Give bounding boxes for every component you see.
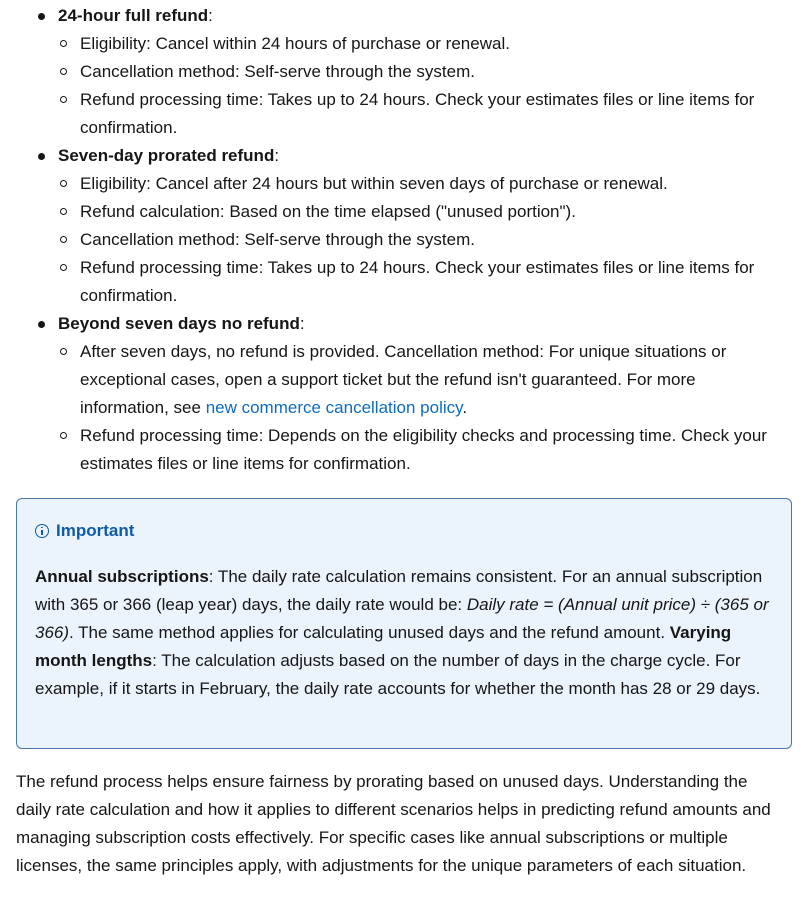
section-title: Beyond seven days no refund bbox=[58, 314, 300, 333]
sub-list bbox=[58, 338, 801, 478]
list-item bbox=[58, 58, 786, 86]
circle-bullet-icon bbox=[60, 236, 67, 243]
formula: Daily rate = (Annual unit price) ÷ (365 or 366) bbox=[35, 595, 769, 642]
list-item bbox=[58, 30, 786, 58]
list-item-no-refund bbox=[0, 310, 801, 478]
list-item-24-hour-refund bbox=[0, 2, 801, 142]
list-item bbox=[58, 226, 786, 254]
circle-bullet-icon bbox=[60, 264, 67, 271]
item-text: Refund processing time: Depends on the eligibility checks and processing time. Check your estimates files or line items for confirmation. bbox=[80, 426, 767, 473]
list-item bbox=[58, 170, 786, 198]
circle-bullet-icon bbox=[60, 40, 67, 47]
item-text: Eligibility: Cancel after 24 hours but within seven days of purchase or renewal. bbox=[80, 174, 668, 193]
list-item bbox=[58, 86, 786, 142]
circle-bullet-icon bbox=[60, 348, 67, 355]
refund-policy-list bbox=[0, 2, 801, 478]
sub-list bbox=[58, 170, 801, 310]
section-title: 24-hour full refund bbox=[58, 6, 209, 25]
item-text: Cancellation method: Self-serve through the system. bbox=[80, 62, 475, 81]
circle-bullet-icon bbox=[60, 432, 67, 439]
list-item bbox=[58, 254, 786, 310]
sub-list bbox=[58, 30, 801, 142]
colon: : bbox=[299, 314, 305, 333]
list-item bbox=[58, 198, 786, 226]
section-title: Seven-day prorated refund bbox=[58, 146, 275, 165]
colon: : bbox=[274, 146, 280, 165]
item-text: Refund processing time: Takes up to 24 hours. Check your estimates files or line items for confirmation. bbox=[80, 258, 755, 305]
list-item-seven-day-refund bbox=[0, 142, 801, 310]
circle-bullet-icon bbox=[60, 68, 67, 75]
item-text: After seven days, no refund is provided. Cancellation method: For unique situations or exceptional cases, open a support ticket but the refund isn't guaranteed. For more information, see bbox=[80, 342, 727, 417]
item-text: Cancellation method: Self-serve through the system. bbox=[80, 230, 475, 249]
item-text: Eligibility: Cancel within 24 hours of purchase or renewal. bbox=[80, 34, 510, 53]
alert-title: Important bbox=[56, 521, 135, 540]
alert-body bbox=[35, 563, 775, 703]
item-text-end: . bbox=[462, 398, 468, 417]
alert-header bbox=[35, 517, 773, 545]
bullet-icon bbox=[38, 13, 45, 20]
list-item bbox=[58, 422, 786, 478]
item-text: Refund calculation: Based on the time elapsed ("unused portion"). bbox=[80, 202, 576, 221]
circle-bullet-icon bbox=[60, 208, 67, 215]
circle-bullet-icon bbox=[60, 180, 67, 187]
important-alert bbox=[16, 498, 792, 749]
varying-label: Varying month lengths bbox=[35, 623, 732, 670]
closing-paragraph: The refund process helps ensure fairness by prorating based on unused days. Understanding the daily rate calculation and how it applies to different scenarios helps in predicting refund amounts and managing subscription costs effectively. For specific cases like annual subscriptions or multiple licenses, the same principles apply, with adjustments for the unique parameters of each situation. bbox=[16, 772, 771, 875]
item-text: Refund processing time: Takes up to 24 hours. Check your estimates files or line items for confirmation. bbox=[80, 90, 755, 137]
list-item bbox=[58, 338, 786, 422]
bullet-icon bbox=[38, 321, 45, 328]
info-icon bbox=[35, 524, 49, 538]
after-formula-text: . The same method applies for calculating unused days and the refund amount. bbox=[69, 623, 670, 642]
bullet-icon bbox=[38, 153, 45, 160]
varying-text: : The calculation adjusts based on the number of days in the charge cycle. For example, if it starts in February, the daily rate accounts for whether the month has 28 or 29 days. bbox=[35, 651, 761, 698]
circle-bullet-icon bbox=[60, 96, 67, 103]
colon: : bbox=[208, 6, 213, 25]
cancellation-policy-link[interactable]: new commerce cancellation policy bbox=[205, 398, 463, 417]
annual-text: : The daily rate calculation remains consistent. For an annual subscription with 365 or 366 (leap year) days, the daily rate would be: bbox=[35, 567, 763, 614]
annual-label: Annual subscriptions bbox=[35, 567, 209, 586]
